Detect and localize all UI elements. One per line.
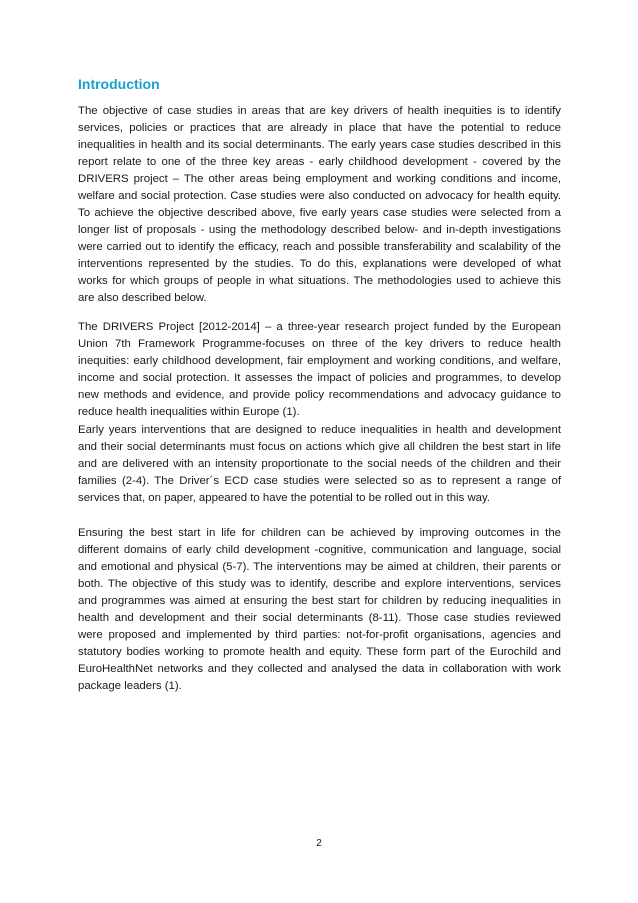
paragraph-objective: The objective of case studies in areas that are key drivers of health inequities is to identify services, policies or practices that are already in place that have the potential to reduce inequalities in health and its social determinants. The early years case studies described in this report relate to one of the three key areas - early childhood development - covered by the DRIVERS project – The other areas being employment and working conditions and income, welfare and social protection. Case studies were also conducted on advocacy for health equity. To achieve the objective described above, five early years case studies were selected from a longer list of proposals - using the methodology described below- and in-depth investigations were carried out to identify the efficacy, reach and possible transferability and scalability of the interventions represented by the studies. To do this, explanations were developed of what works for which groups of people in what situations. The methodologies used to achieve this are also described below. — [78, 105, 561, 304]
paragraph-drivers-project: The DRIVERS Project [2012-2014] – a three-year research project funded by the European Union 7th Framework Programme-focuses on three of the key drivers to reduce health inequities: early childhood development, fair employment and working conditions, and welfare, income and social protection. It assesses the impact of policies and programmes, to develop new methods and evidence, and provide policy recommendations and advocacy guidance to reduce health inequalities within Europe (1). — [78, 321, 561, 418]
paragraph-early-years: Early years interventions that are designed to reduce inequalities in health and development and their social determinants must focus on actions which give all children the best start in life and are delivered with an intensity proportionate to the social needs of the children and their families (2-4). The Driver´s ECD case studies were selected so as to represent a range of services that, on paper, appeared to have the potential to be rolled out in this way. — [78, 424, 561, 504]
section-heading: Introduction — [78, 76, 160, 92]
paragraph-best-start: Ensuring the best start in life for children can be achieved by improving outcomes in the different domains of early child development -cognitive, communication and language, social and emotional and physical (5-7). The interventions may be aimed at children, their parents or both. The objective of this study was to identify, describe and explore interventions, services and programmes was aimed at ensuring the best start for children by reducing inequalities in health and development and their social determinants (8-11). Those case studies reviewed were proposed and implemented by third parties: not-for-profit organisations, agencies and statutory bodies working to promote health and equity. These form part of the Eurochild and EuroHealthNet networks and they collected and analysed the data in collaboration with work package leaders (1). — [78, 527, 561, 692]
page-number: 2 — [316, 838, 322, 849]
